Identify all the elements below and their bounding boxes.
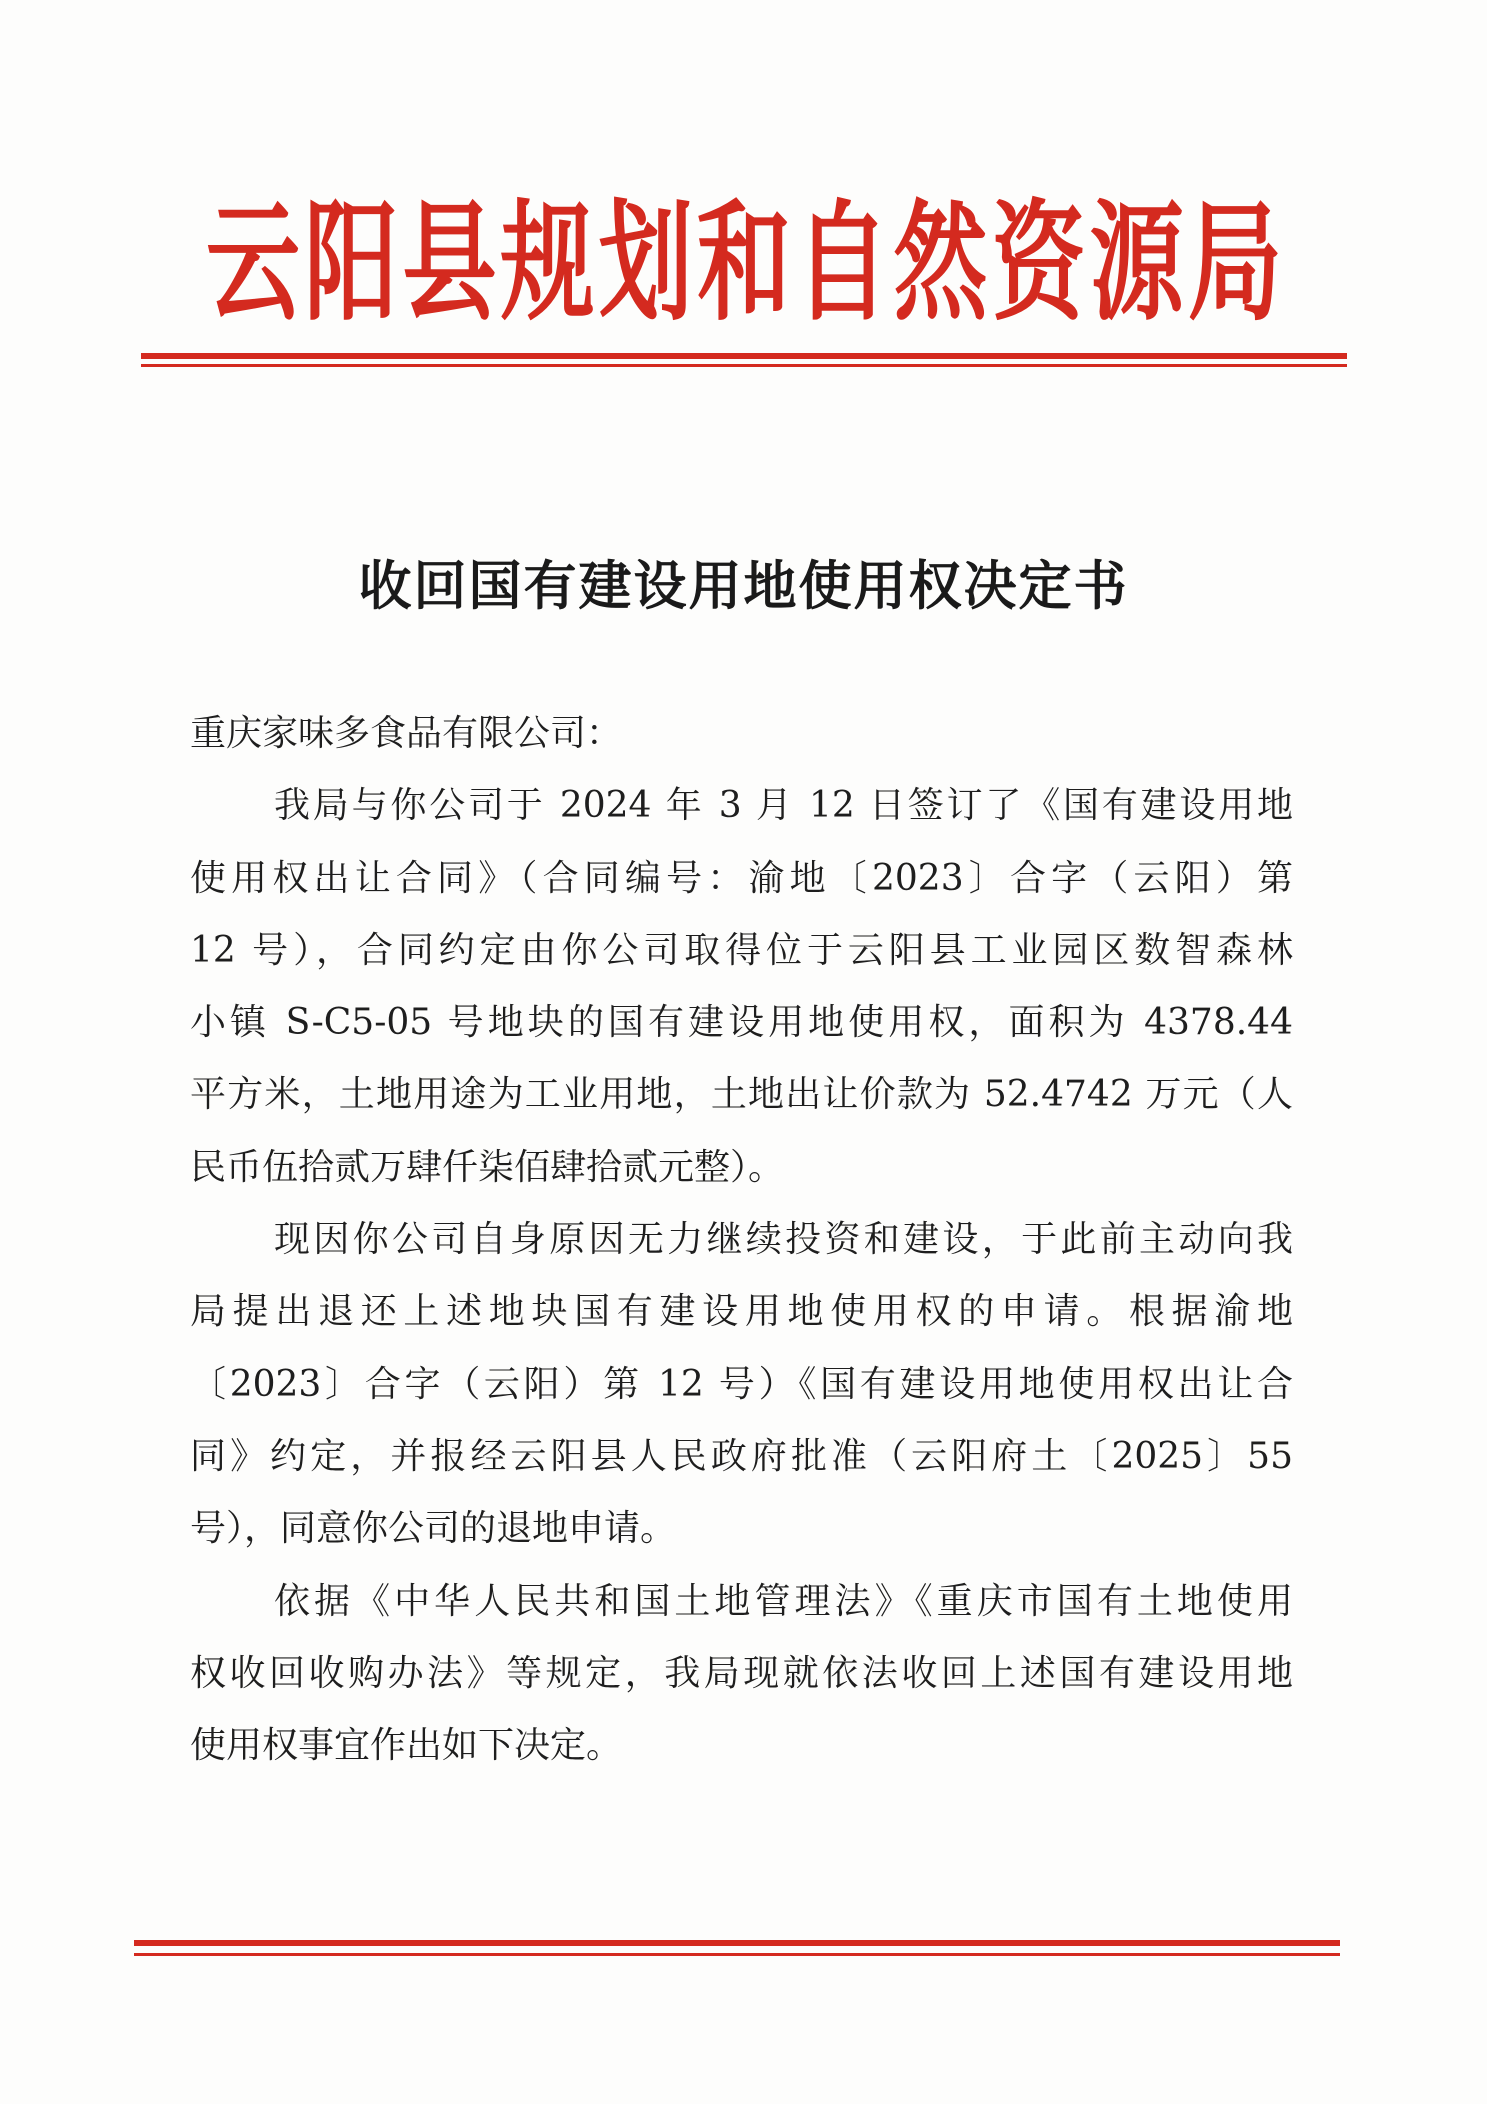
letterhead-rule-thin [141, 364, 1347, 367]
paragraph-line: 我局与你公司于 2024 年 3 月 12 日签订了《国有建设用地 [274, 785, 1293, 827]
paragraph-line: 使用权出让合同》（合同编号：渝地〔2023〕合字（云阳）第 [190, 857, 1293, 899]
paragraph-line: 权收回收购办法》等规定，我局现就依法收回上述国有建设用地 [190, 1652, 1293, 1694]
footer-rule-thin [134, 1953, 1340, 1956]
paragraph-line: 局提出退还上述地块国有建设用地使用权的申请。根据渝地 [190, 1291, 1293, 1333]
letterhead-org-name: 云阳县规划和自然资源局 [206, 189, 1282, 340]
paragraph-line: 平方米，土地用途为工业用地，土地出让价款为 52.4742 万元（人 [190, 1074, 1293, 1116]
footer-rule-thick [134, 1940, 1340, 1946]
paragraph-line: 号），同意你公司的退地申请。 [190, 1508, 677, 1550]
paragraph-2 [190, 1204, 1293, 1565]
document-body [190, 698, 1293, 1782]
paragraph-line: 现因你公司自身原因无力继续投资和建设，于此前主动向我 [274, 1219, 1293, 1261]
paragraph-line: 〔2023〕合字（云阳）第 12 号）《国有建设用地使用权出让合 [190, 1363, 1293, 1405]
addressee: 重庆家味多食品有限公司： [190, 713, 623, 754]
paragraph-3 [190, 1566, 1293, 1783]
paragraph-line: 使用权事宜作出如下决定。 [190, 1725, 623, 1767]
paragraph-line: 同》约定，并报经云阳县人民政府批准（云阳府土〔2025〕55 [190, 1435, 1293, 1477]
document-title: 收回国有建设用地使用权决定书 [358, 555, 1129, 617]
paragraph-line: 小镇 S-C5-05 号地块的国有建设用地使用权，面积为 4378.44 [190, 1002, 1293, 1044]
paragraph-line: 依据《中华人民共和国土地管理法》《重庆市国有土地使用 [274, 1580, 1293, 1622]
letterhead-rule-thick [141, 353, 1347, 359]
paragraph-line: 民币伍拾贰万肆仟柒佰肆拾贰元整）。 [190, 1146, 785, 1188]
paragraph-1 [190, 770, 1293, 1204]
paragraph-line: 12 号），合同约定由你公司取得位于云阳县工业园区数智森林 [190, 929, 1293, 971]
